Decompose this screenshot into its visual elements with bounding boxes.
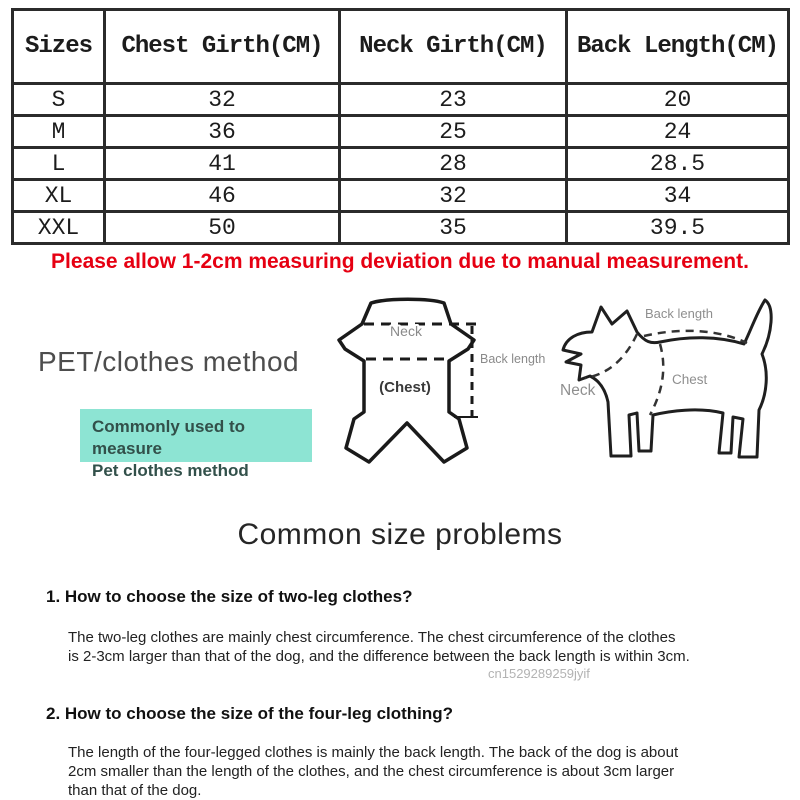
size-table-header-row bbox=[13, 10, 789, 84]
table-cell: 50 bbox=[105, 212, 340, 244]
table-cell: L bbox=[13, 148, 105, 180]
dog-neck-label: Neck bbox=[560, 382, 596, 399]
highlight-line-2: Pet clothes method bbox=[92, 461, 249, 481]
table-cell: M bbox=[13, 116, 105, 148]
garment-back-length-label: Back length bbox=[480, 352, 546, 366]
measurement-deviation-notice: Please allow 1-2cm measuring deviation due to manual measurement. bbox=[51, 250, 749, 273]
faq-heading: Common size problems bbox=[237, 518, 563, 551]
table-row-xl bbox=[13, 180, 789, 212]
faq-answer-1: The two-leg clothes are mainly chest circumference. The chest circumference of the clothes is 2-3cm larger than that of the dog, and the difference between the back length is within 3cm. bbox=[68, 629, 690, 665]
garment-chest-label: (Chest) bbox=[379, 379, 431, 396]
garment-measuring-diagram bbox=[325, 295, 560, 475]
highlight-line-1: Commonly used to measure bbox=[92, 417, 246, 459]
table-cell: 35 bbox=[340, 212, 567, 244]
dog-outline-icon bbox=[548, 292, 783, 472]
table-cell: 25 bbox=[340, 116, 567, 148]
garment-outline-icon bbox=[325, 295, 560, 470]
table-cell: 28 bbox=[340, 148, 567, 180]
col-header-sizes: Sizes bbox=[13, 10, 105, 84]
garment-neck-label: Neck bbox=[390, 323, 422, 339]
dog-measuring-diagram bbox=[548, 292, 783, 477]
method-section-title: PET/clothes method bbox=[38, 346, 300, 377]
col-header-neck-girth: Neck Girth(CM) bbox=[340, 10, 567, 84]
table-cell: 46 bbox=[105, 180, 340, 212]
table-cell: 34 bbox=[567, 180, 789, 212]
table-row-m bbox=[13, 116, 789, 148]
dog-back-length-label: Back length bbox=[645, 306, 713, 321]
faq-question-2: 2. How to choose the size of the four-leg clothing? bbox=[46, 704, 454, 723]
size-table bbox=[11, 8, 790, 245]
table-cell: XXL bbox=[13, 212, 105, 244]
table-cell: 41 bbox=[105, 148, 340, 180]
table-cell: S bbox=[13, 84, 105, 116]
table-row-l bbox=[13, 148, 789, 180]
col-header-chest-girth: Chest Girth(CM) bbox=[105, 10, 340, 84]
faq-question-1: 1. How to choose the size of two-leg clothes? bbox=[46, 587, 413, 606]
table-cell: 20 bbox=[567, 84, 789, 116]
faq-answer-2: The length of the four-legged clothes is mainly the back length. The back of the dog is about 2cm smaller than the length of the clothes, and the chest circumference is about 3cm larger than that of the dog. bbox=[68, 744, 679, 799]
table-cell: 39.5 bbox=[567, 212, 789, 244]
table-cell: 23 bbox=[340, 84, 567, 116]
table-row-s bbox=[13, 84, 789, 116]
method-highlight-box bbox=[80, 409, 312, 481]
table-cell: 24 bbox=[567, 116, 789, 148]
table-cell: XL bbox=[13, 180, 105, 212]
seller-watermark: cn1529289259jyif bbox=[488, 666, 590, 681]
table-cell: 28.5 bbox=[567, 148, 789, 180]
table-cell: 32 bbox=[105, 84, 340, 116]
dog-chest-label: Chest bbox=[672, 372, 708, 387]
table-row-xxl bbox=[13, 212, 789, 244]
col-header-back-length: Back Length(CM) bbox=[567, 10, 789, 84]
table-cell: 32 bbox=[340, 180, 567, 212]
table-cell: 36 bbox=[105, 116, 340, 148]
